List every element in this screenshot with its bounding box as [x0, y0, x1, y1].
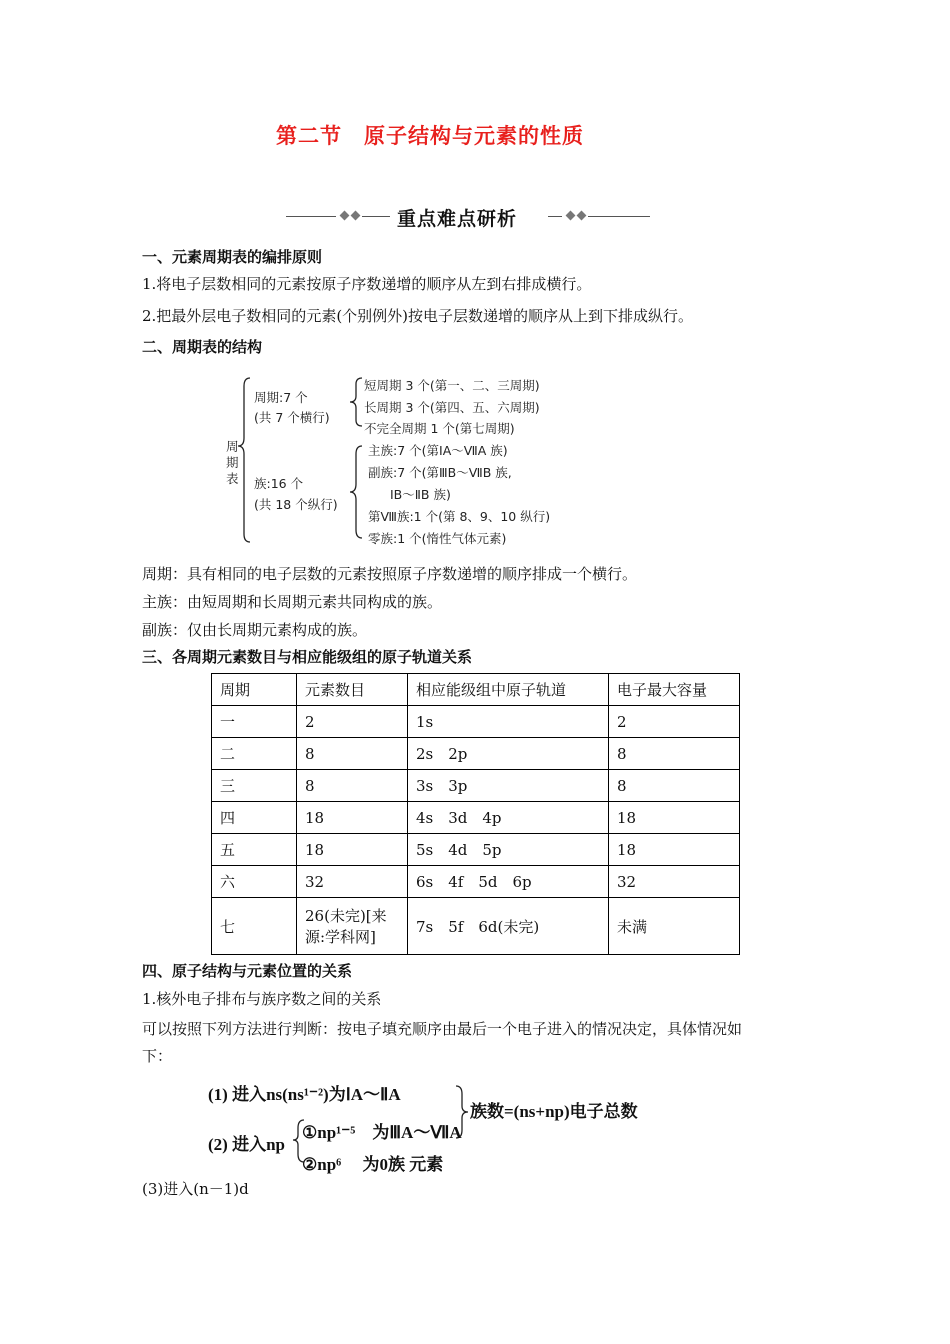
diamond-icon [566, 211, 576, 221]
orbital-table [211, 673, 740, 955]
period-sub: (共 7 个横行) [254, 410, 330, 425]
cell: 32 [297, 866, 408, 898]
formula-2b: ②np⁶ 为0族 元素 [302, 1155, 444, 1174]
cell: 3s 3p [408, 770, 609, 802]
cell: 二 [212, 738, 297, 770]
group-viii: 第Ⅷ族:1 个(第 8、9、10 纵行) [368, 509, 551, 524]
s1-heading: 一、元素周期表的编排原则 [142, 248, 323, 266]
table-header-row [212, 674, 740, 706]
table-row [212, 706, 740, 738]
root-char: 表 [226, 471, 239, 486]
cell: 一 [212, 706, 297, 738]
cell: 五 [212, 834, 297, 866]
def-sub: 副族：仅由长周期元素构成的族。 [142, 621, 368, 639]
cell: 32 [609, 866, 740, 898]
formula-1: (1) 进入ns(ns¹⁻²)为ⅠA～ⅡA [208, 1085, 401, 1104]
diamond-icon [577, 211, 587, 221]
cell: 5s 4d 5p [408, 834, 609, 866]
cell: 8 [297, 738, 408, 770]
cell: 七 [212, 898, 297, 955]
s4-heading: 四、原子结构与元素位置的关系 [142, 962, 353, 980]
incomplete-period: 不完全周期 1 个(第七周期) [364, 421, 515, 436]
cell: 未满 [609, 898, 740, 955]
s1-p2: 2.把最外层电子数相同的元素(个别例外)按电子层数递增的顺序从上到下排成纵行。 [142, 307, 694, 325]
count-line: 26(未完)[来 [305, 907, 387, 925]
cell: 7s 5f 6d(未完) [408, 898, 609, 955]
cell [297, 898, 408, 955]
table-row [212, 802, 740, 834]
table-row [212, 898, 740, 955]
sub-group-2: ⅠB～ⅡB 族) [390, 487, 451, 502]
cell: 三 [212, 770, 297, 802]
group-label: 族:16 个 [254, 476, 304, 491]
long-period: 长周期 3 个(第四、五、六周期) [364, 400, 540, 415]
short-period: 短周期 3 个(第一、二、三周期) [364, 378, 540, 393]
cell: 四 [212, 802, 297, 834]
s2-heading: 二、周期表的结构 [142, 338, 263, 356]
cell: 8 [609, 770, 740, 802]
s4-p3: (3)进入(n－1)d [142, 1180, 249, 1198]
table-row [212, 866, 740, 898]
cell: 1s [408, 706, 609, 738]
header-cell: 元素数目 [297, 674, 408, 706]
table-row [212, 738, 740, 770]
header-cell: 电子最大容量 [609, 674, 740, 706]
header-cell: 周期 [212, 674, 297, 706]
cell: 8 [297, 770, 408, 802]
count-line: 源:学科网] [305, 928, 376, 946]
period-label: 周期:7 个 [254, 390, 308, 405]
header-cell: 相应能级组中原子轨道 [408, 674, 609, 706]
s4-p2a: 可以按照下列方法进行判断：按电子填充顺序由最后一个电子进入的情况决定，具体情况如 [142, 1020, 743, 1038]
cell: 18 [297, 834, 408, 866]
formula-result: 族数=(ns+np)电子总数 [470, 1102, 638, 1121]
s1-p1: 1.将电子层数相同的元素按原子序数递增的顺序从左到右排成横行。 [142, 275, 592, 293]
cell: 18 [609, 802, 740, 834]
section-banner [286, 202, 650, 232]
cell: 18 [609, 834, 740, 866]
root-char: 周 [226, 439, 239, 454]
table-row [212, 770, 740, 802]
page-title: 第二节 原子结构与元素的性质 [276, 123, 584, 148]
cell: 六 [212, 866, 297, 898]
diamond-icon [351, 211, 361, 221]
banner-text: 重点难点研析 [397, 208, 518, 230]
root-char: 期 [226, 455, 239, 470]
cell: 6s 4f 5d 6p [408, 866, 609, 898]
cell: 2 [609, 706, 740, 738]
cell: 8 [609, 738, 740, 770]
def-main: 主族：由短周期和长周期元素共同构成的族。 [142, 593, 443, 611]
diamond-icon [340, 211, 350, 221]
formula-2: (2) 进入np [208, 1135, 285, 1154]
main-group: 主族:7 个(第ⅠA～ⅦA 族) [368, 443, 508, 458]
sub-group: 副族:7 个(第ⅢB～ⅦB 族, [368, 465, 512, 480]
cell: 4s 3d 4p [408, 802, 609, 834]
cell: 2s 2p [408, 738, 609, 770]
formula-2a: ①np¹⁻⁵ 为ⅢA～ⅦA [302, 1123, 462, 1142]
cell: 18 [297, 802, 408, 834]
cell: 2 [297, 706, 408, 738]
s3-heading: 三、各周期元素数目与相应能级组的原子轨道关系 [142, 648, 473, 666]
table-row [212, 834, 740, 866]
s4-p2b: 下： [142, 1047, 173, 1065]
group-sub: (共 18 个纵行) [254, 497, 338, 512]
def-period: 周期：具有相同的电子层数的元素按照原子序数递增的顺序排成一个横行。 [142, 565, 638, 583]
group-zero: 零族:1 个(惰性气体元素) [368, 531, 507, 546]
s4-p1: 1.核外电子排布与族序数之间的关系 [142, 990, 382, 1008]
